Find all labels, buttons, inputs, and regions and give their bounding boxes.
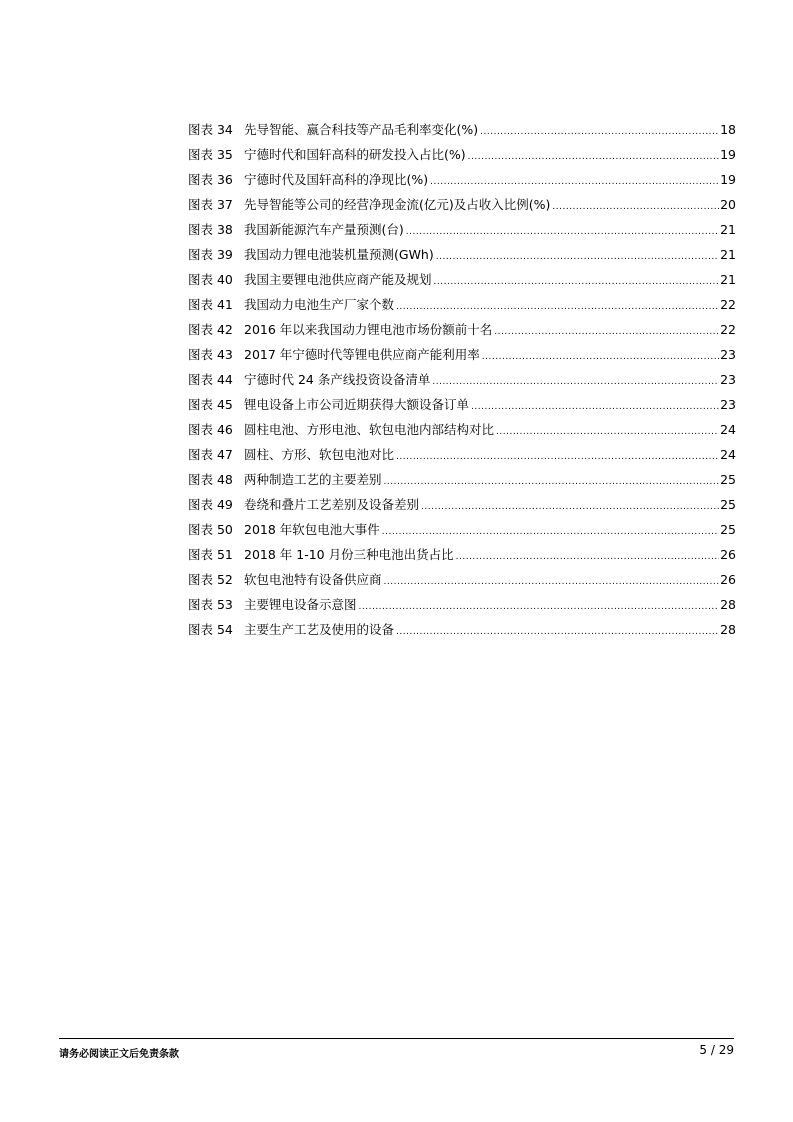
toc-dot-leader [552, 200, 719, 214]
table-of-figures [188, 114, 736, 639]
toc-entry-title: 宁德时代及国轩高科的净现比(%) [244, 172, 429, 187]
toc-entry-page: 25 [720, 497, 736, 512]
toc-entry[interactable] [188, 514, 736, 539]
toc-entry-number: 图表 52 [188, 572, 233, 587]
toc-entry[interactable] [188, 189, 736, 214]
toc-dot-leader [396, 625, 719, 639]
toc-entry-number: 图表 40 [188, 272, 233, 287]
toc-entry-page: 23 [720, 347, 736, 362]
toc-entry[interactable] [188, 289, 736, 314]
toc-entry-number: 图表 39 [188, 247, 233, 262]
toc-entry-page: 25 [720, 522, 736, 537]
toc-entry-number: 图表 38 [188, 222, 233, 237]
toc-entry-page: 19 [720, 172, 736, 187]
toc-entry[interactable] [188, 589, 736, 614]
toc-entry[interactable] [188, 564, 736, 589]
toc-dot-leader [396, 300, 719, 314]
toc-entry-title: 2018 年 1-10 月份三种电池出货占比 [244, 547, 454, 562]
toc-entry-title: 我国主要锂电池供应商产能及规划 [244, 272, 432, 287]
toc-dot-leader [406, 225, 719, 239]
toc-dot-leader [384, 575, 720, 589]
toc-entry-number: 图表 42 [188, 322, 233, 337]
toc-entry-title: 宁德时代和国轩高科的研发投入占比(%) [244, 147, 466, 162]
toc-entry-page: 28 [720, 622, 736, 637]
toc-dot-leader [456, 550, 719, 564]
toc-entry-page: 23 [720, 372, 736, 387]
toc-dot-leader [480, 125, 719, 139]
toc-dot-leader [434, 275, 720, 289]
toc-entry-number: 图表 50 [188, 522, 233, 537]
toc-entry[interactable] [188, 314, 736, 339]
toc-entry-page: 21 [720, 272, 736, 287]
toc-entry-page: 20 [720, 197, 736, 212]
toc-entry-title: 软包电池特有设备供应商 [244, 572, 382, 587]
toc-entry-page: 25 [720, 472, 736, 487]
toc-entry-page: 23 [720, 397, 736, 412]
toc-entry[interactable] [188, 239, 736, 264]
toc-entry-number: 图表 48 [188, 472, 233, 487]
toc-entry-title: 先导智能、嬴合科技等产品毛利率变化(%) [244, 122, 479, 137]
toc-entry-page: 28 [720, 597, 736, 612]
toc-entry[interactable] [188, 414, 736, 439]
toc-entry-number: 图表 51 [188, 547, 233, 562]
toc-entry[interactable] [188, 114, 736, 139]
toc-dot-leader [494, 325, 719, 339]
toc-entry-page: 22 [720, 297, 736, 312]
toc-entry-page: 21 [720, 222, 736, 237]
toc-dot-leader [384, 475, 720, 489]
toc-entry-number: 图表 35 [188, 147, 233, 162]
toc-entry-title: 圆柱电池、方形电池、软包电池内部结构对比 [244, 422, 495, 437]
toc-entry-number: 图表 41 [188, 297, 233, 312]
toc-entry-number: 图表 45 [188, 397, 233, 412]
toc-dot-leader [396, 450, 719, 464]
toc-entry-title: 2017 年宁德时代等锂电供应商产能利用率 [244, 347, 480, 362]
toc-entry-title: 我国动力锂电池装机量预测(GWh) [244, 247, 434, 262]
toc-entry-title: 圆柱、方形、软包电池对比 [244, 447, 395, 462]
toc-entry-title: 锂电设备上市公司近期获得大额设备订单 [244, 397, 470, 412]
toc-entry-page: 18 [720, 122, 736, 137]
toc-entry-number: 图表 34 [188, 122, 233, 137]
toc-dot-leader [496, 425, 719, 439]
toc-entry[interactable] [188, 339, 736, 364]
toc-entry[interactable] [188, 464, 736, 489]
footer-disclaimer[interactable]: 请务必阅读正文后免责条款 [59, 1049, 179, 1060]
toc-entry-title: 2016 年以来我国动力锂电池市场份额前十名 [244, 322, 493, 337]
toc-dot-leader [436, 250, 719, 264]
toc-entry-page: 21 [720, 247, 736, 262]
toc-entry-number: 图表 54 [188, 622, 233, 637]
toc-entry-page: 19 [720, 147, 736, 162]
toc-entry[interactable] [188, 439, 736, 464]
toc-entry-number: 图表 53 [188, 597, 233, 612]
toc-entry[interactable] [188, 489, 736, 514]
toc-entry[interactable] [188, 264, 736, 289]
toc-entry-title: 先导智能等公司的经营净现金流(亿元)及占收入比例(%) [244, 197, 551, 212]
toc-entry-title: 主要生产工艺及使用的设备 [244, 622, 395, 637]
toc-entry-title: 两种制造工艺的主要差别 [244, 472, 382, 487]
toc-dot-leader [432, 375, 719, 389]
toc-entry[interactable] [188, 539, 736, 564]
toc-entry[interactable] [188, 164, 736, 189]
toc-dot-leader [421, 500, 719, 514]
toc-dot-leader [471, 400, 719, 414]
toc-entry-page: 22 [720, 322, 736, 337]
toc-entry-number: 图表 46 [188, 422, 233, 437]
toc-entry-number: 图表 43 [188, 347, 233, 362]
toc-dot-leader [430, 175, 719, 189]
toc-dot-leader [359, 600, 720, 614]
toc-entry[interactable] [188, 214, 736, 239]
toc-entry-number: 图表 36 [188, 172, 233, 187]
toc-entry[interactable] [188, 614, 736, 639]
toc-entry-title: 我国动力电池生产厂家个数 [244, 297, 395, 312]
toc-entry-page: 24 [720, 422, 736, 437]
toc-entry-title: 宁德时代 24 条产线投资设备清单 [244, 372, 431, 387]
toc-entry-number: 图表 44 [188, 372, 233, 387]
toc-entry-number: 图表 47 [188, 447, 233, 462]
toc-entry[interactable] [188, 389, 736, 414]
toc-entry[interactable] [188, 139, 736, 164]
page-number: 5 / 29 [699, 1043, 734, 1057]
toc-entry-title: 我国新能源汽车产量预测(台) [244, 222, 404, 237]
toc-entry-title: 2018 年软包电池大事件 [244, 522, 380, 537]
toc-entry-number: 图表 49 [188, 497, 233, 512]
toc-entry[interactable] [188, 364, 736, 389]
toc-entry-page: 24 [720, 447, 736, 462]
toc-entry-number: 图表 37 [188, 197, 233, 212]
toc-dot-leader [468, 150, 719, 164]
toc-entry-page: 26 [720, 547, 736, 562]
toc-dot-leader [482, 350, 719, 364]
toc-entry-page: 26 [720, 572, 736, 587]
toc-entry-title: 卷绕和叠片工艺差别及设备差别 [244, 497, 420, 512]
toc-dot-leader [382, 525, 719, 539]
toc-entry-title: 主要锂电设备示意图 [244, 597, 357, 612]
footer-divider [59, 1038, 734, 1039]
